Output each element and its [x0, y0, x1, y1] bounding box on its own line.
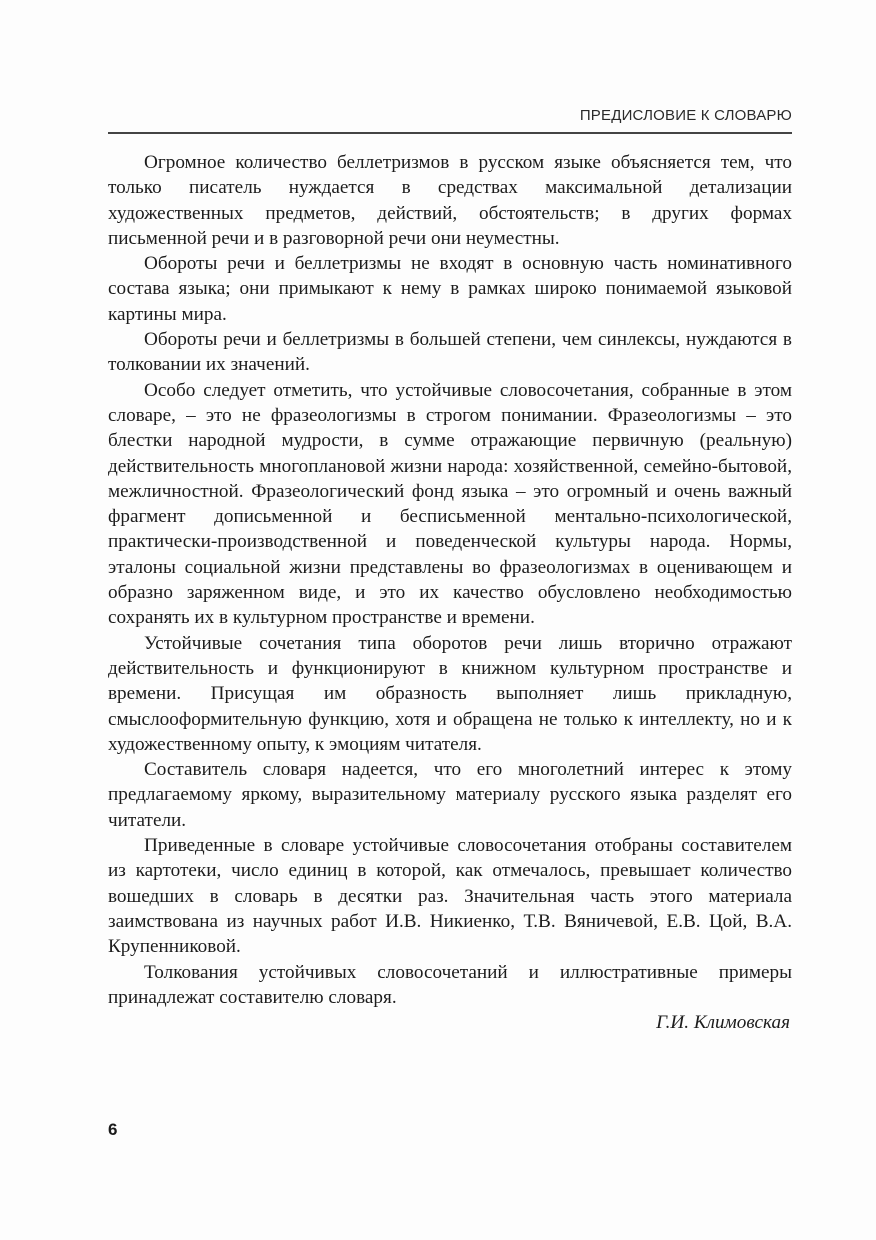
running-header: ПРЕДИСЛОВИЕ К СЛОВАРЮ [579, 107, 792, 124]
header-rule [108, 132, 792, 134]
author-signature: Г.И. Климовская [656, 1012, 790, 1034]
paragraph-6: Составитель словаря надеется, что его многолетний интерес к этому предлагаемому яркому, выразительному материалу русского языка разделят его читатели. [108, 759, 792, 831]
paragraph-5: Устойчивые сочетания типа оборотов речи лишь вторично отражают действительность и функционируют в книжном культурном пространстве и времени. Присущая им образность выполняет лишь прикладную, смыслооформительную функцию, хотя и обращена не только к интеллекту, но и к художественному опыту, к эмоциям читателя. [108, 632, 792, 755]
paragraph-8: Толкования устойчивых словосочетаний и иллюстративные примеры принадлежат составителю словаря. [108, 961, 792, 1008]
paragraph-2: Обороты речи и беллетризмы не входят в основную часть номинативного состава языка; они примыкают к нему в рамках широко понимаемой языковой картины мира. [108, 253, 792, 325]
body-text [108, 150, 792, 1035]
paragraph-3: Обороты речи и беллетризмы в большей степени, чем синлексы, нуждаются в толковании их значений. [108, 329, 792, 376]
paragraph-4: Особо следует отметить, что устойчивые словосочетания, собранные в этом словаре, – это не фразеологизмы в строгом понимании. Фразеологизмы – это блестки народной мудрости, в сумме отражающие первичную (реальную) действительность многоплановой жизни народа: хозяйственной, семейно-бытовой, межличностной. Фразеологический фонд языка – это огромный и очень важный фрагмент дописьменной и бесписьменной ментально-психологической, практически-производственной и поведенческой культуры народа. Нормы, эталоны социальной жизни представлены во фразеологизмах в оценивающем и образно заряженном виде, и это их качество обусловлено необходимостью сохранять их в культурном пространстве и времени. [108, 379, 792, 629]
page-number: 6 [108, 1120, 118, 1139]
paragraph-1: Огромное количество беллетризмов в русском языке объясняется тем, что только писатель нуждается в средствах максимальной детализации художественных предметов, действий, обстоятельств; в других формах письменной речи и в разговорной речи они неуместны. [108, 152, 792, 249]
paragraph-7: Приведенные в словаре устойчивые словосочетания отобраны составителем из картотеки, число единиц в которой, как отмечалось, превышает количество вошедших в словарь в десятки раз. Значительная часть этого материала заимствована из научных работ И.В. Никиенко, Т.В. Вяничевой, Е.В. Цой, В.А. Крупенниковой. [108, 835, 792, 958]
